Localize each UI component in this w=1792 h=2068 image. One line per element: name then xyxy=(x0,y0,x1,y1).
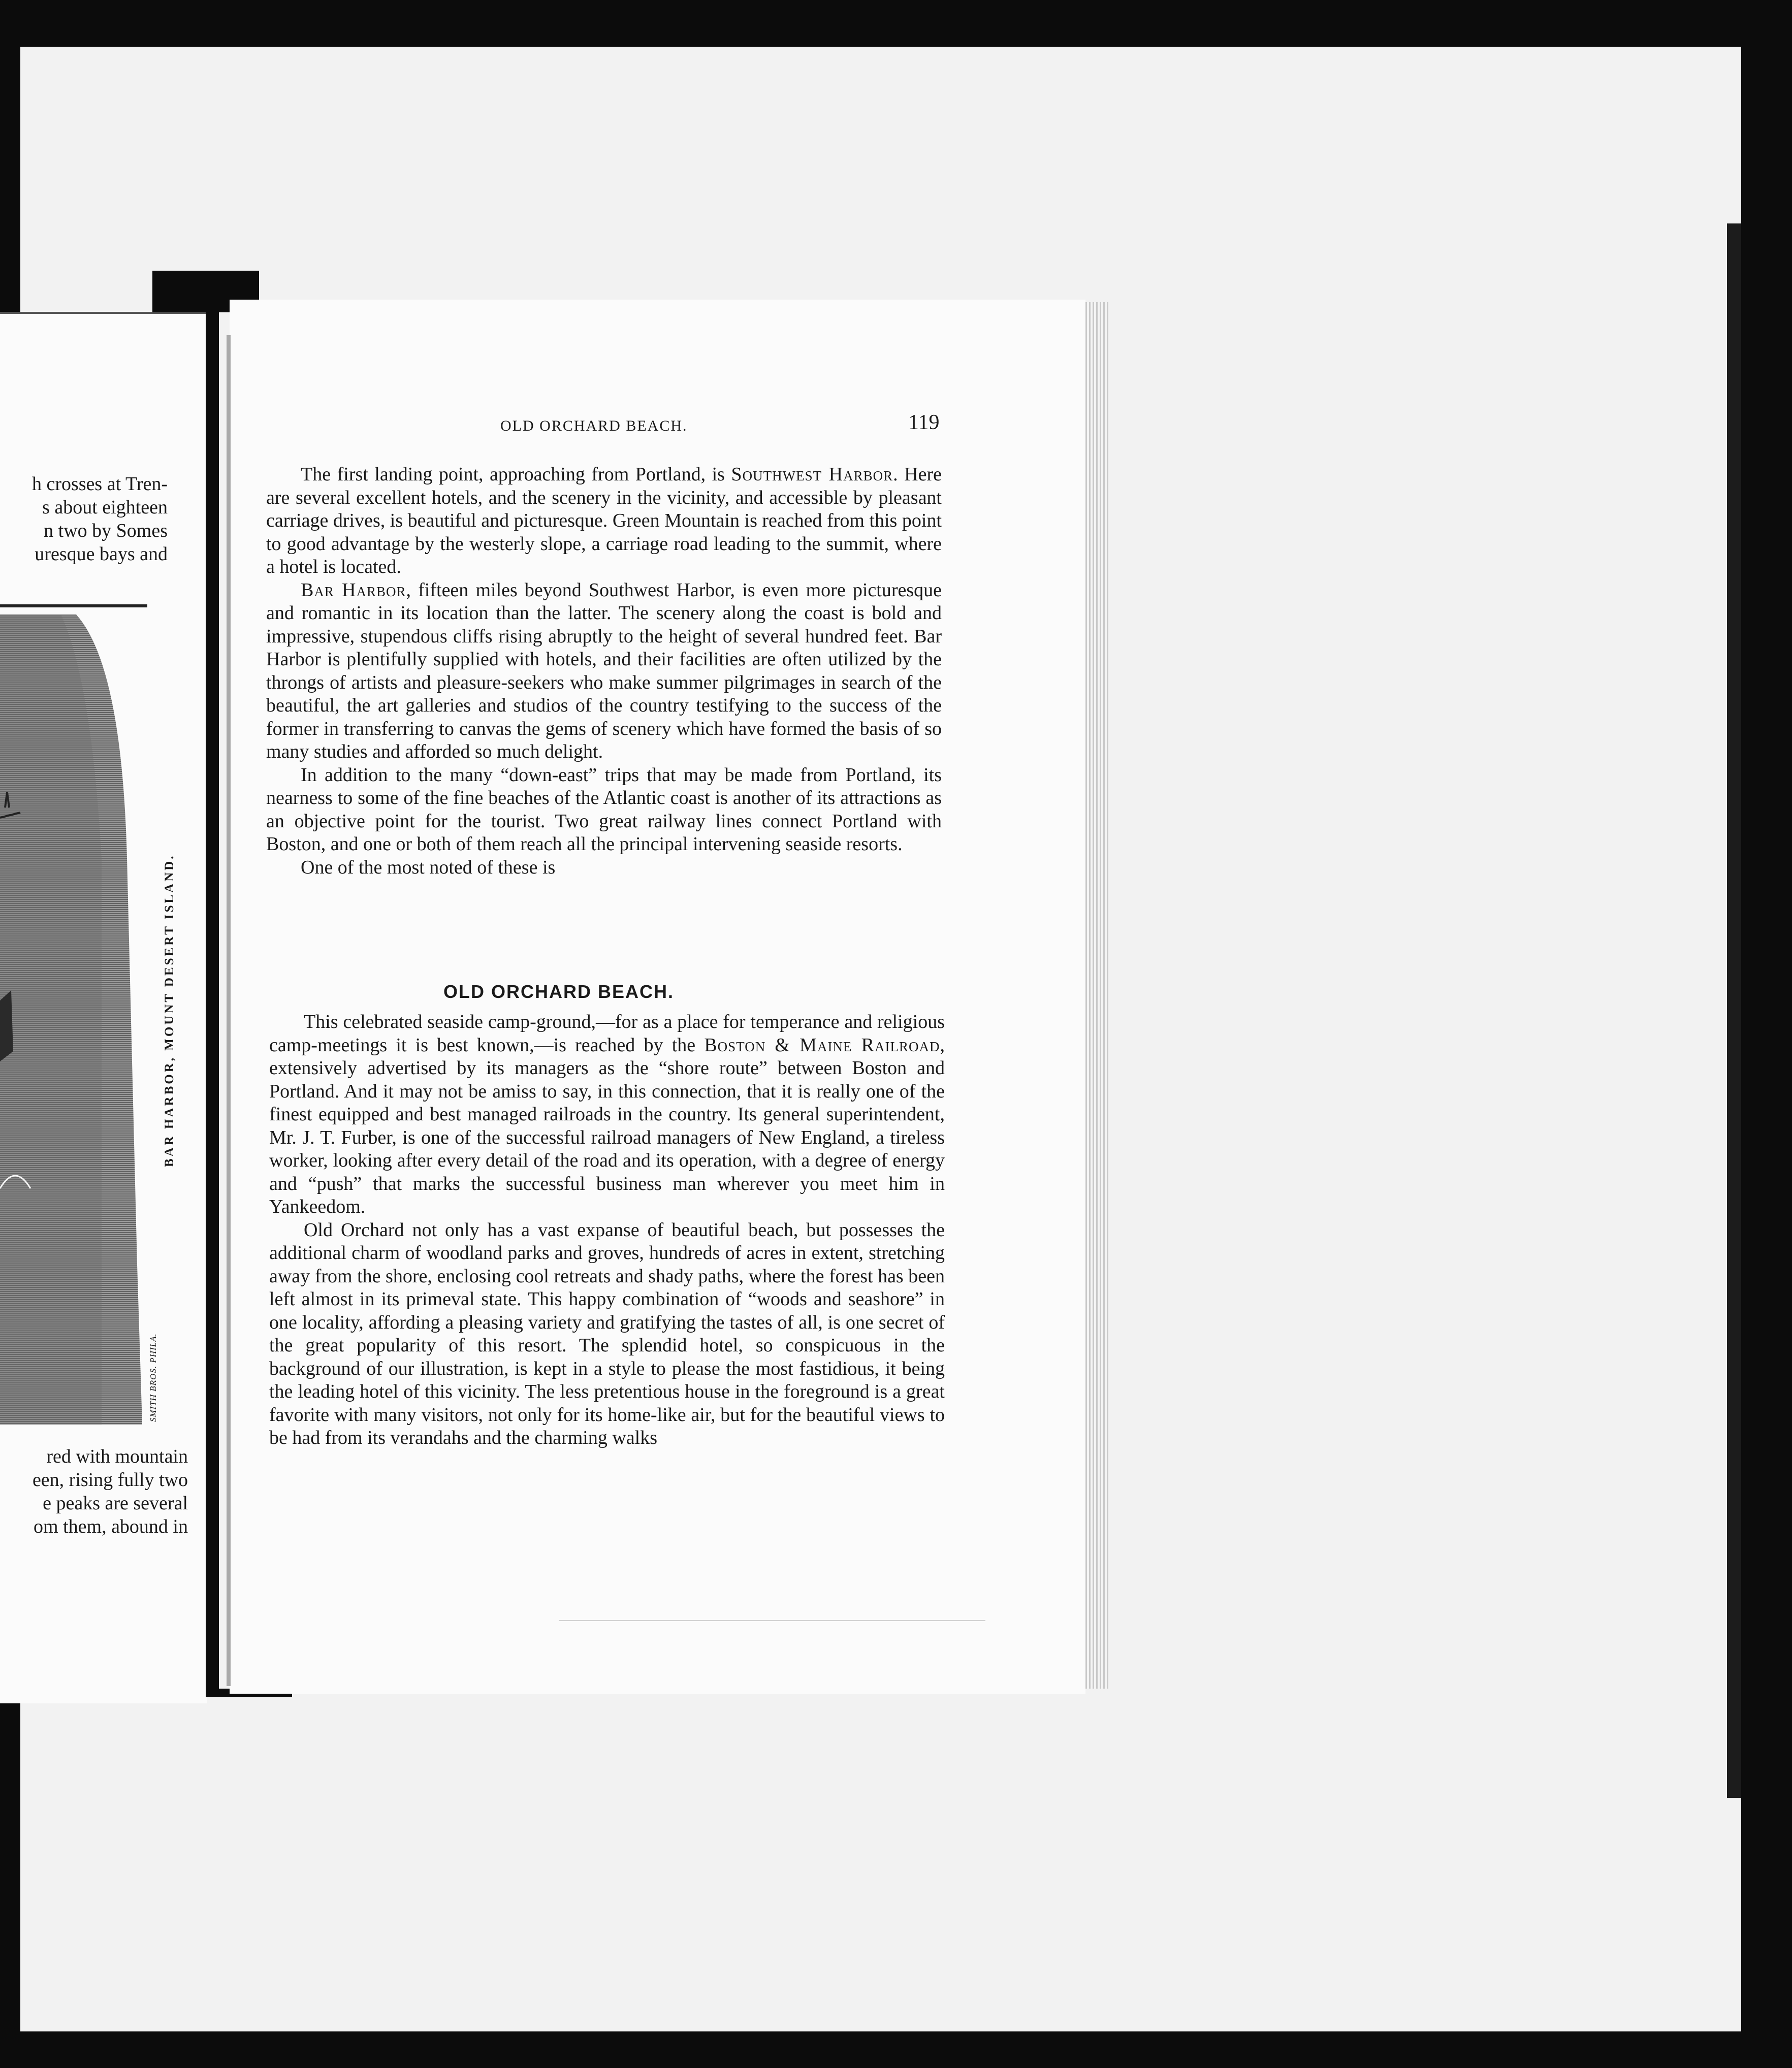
text-line: e peaks are several xyxy=(43,1493,188,1514)
page-number: 119 xyxy=(908,411,940,434)
scan-border-bottom xyxy=(0,2031,1792,2068)
text-line: uresque bays and xyxy=(35,543,168,565)
text-line: red with mountain xyxy=(46,1446,188,1467)
scan-border-right xyxy=(1741,47,1792,2031)
paragraph-old-orchard: Old Orchard not only has a vast expanse of beautiful beach, but possesses the additional charm of woodland parks and groves, hundreds of acres in extent, stretching away from the shore, enclosing cool retreats and shady paths, where the forest has been left almost in its primeval state. This happy combination of “woods and seashore” in one locality, affording a pleasing variety and gratifying the tastes of all, is one secret of the great popularity of this resort. The splendid hotel, so conspicuous in the background of our illustration, is kept in a style to please the most fastidious, it being the leading hotel of this vicinity. The less pretentious house in the foreground is a great favorite with many visitors, not only for its home-like air, but for the beautiful views to be had from its verandahs and the charming walks xyxy=(269,1219,945,1448)
scan-border-top xyxy=(0,0,1792,47)
illustration-caption: BAR HARBOR, MOUNT DESERT ISLAND. xyxy=(163,854,176,1168)
left-page-text-bottom xyxy=(0,1445,188,1538)
book-gutter xyxy=(206,312,219,1694)
railroad-name: Boston & Maine Railroad xyxy=(704,1034,940,1056)
left-page-text-top xyxy=(0,472,168,566)
section-heading: OLD ORCHARD BEACH. xyxy=(443,981,674,1002)
paragraph-bar-harbor: Bar Harbor, fifteen miles beyond Southwest Harbor, is even more picturesque and romantic in its location than the latter. The scenery along the coast is bold and impressive, stupendous cliffs rising abruptly to the height of several hundred feet. Bar Harbor is plentifully supplied with hotels, and their facilities are often utilized by the throngs of artists and pleasure-seekers who make summer pilgrimages in search of the beautiful, the art galleries and studios of the country testifying to the success of the former in transferring to canvas the gems of scenery which have formed the basis of so many studies and afforded so much delight. xyxy=(266,579,942,762)
text-line: een, rising fully two xyxy=(32,1469,188,1491)
paragraph-down-east-trips: In addition to the many “down-east” trips that may be made from Portland, its nearness to some of the fine beaches of the Atlantic coast is another of its attractions as an objective point for the tourist. Two great railway lines connect Portland with Boston, and one or both of them reach all the principal intervening seaside resorts. xyxy=(266,764,942,855)
body-text-lower xyxy=(269,1011,945,1450)
page-edge-stack xyxy=(1082,302,1108,1689)
place-name: Bar Harbor xyxy=(301,579,406,601)
text-line: s about eighteen xyxy=(42,497,168,518)
place-name: Southwest Harbor xyxy=(731,464,893,485)
body-text-upper xyxy=(266,463,942,879)
page-bottom-rule xyxy=(559,1620,985,1621)
page-inner-edge xyxy=(227,335,231,1686)
bar-harbor-engraving xyxy=(0,604,147,1425)
text-line: h crosses at Tren- xyxy=(31,473,168,495)
text-line: om them, abound in xyxy=(34,1516,188,1537)
scan-edge-shadow xyxy=(1727,223,1741,1798)
running-head: OLD ORCHARD BEACH. xyxy=(500,417,688,434)
text-line: n two by Somes xyxy=(44,520,168,541)
paragraph-camp-ground: This celebrated seaside camp-ground,—for as a place for temperance and religious camp-meetings it is best known,—is reached by the Boston & Maine Railroad, extensively advertised by its managers as the “shore route” between Boston and Portland. And it may not be amiss to say, in this connection, that it is really one of the finest equipped and best managed railroads in the country. Its general superintendent, Mr. J. T. Furber, is one of the successful railroad managers of New England, a tireless worker, looking after every detail of the road and its operation, with a degree of energy and “push” that marks the successful business man wherever you meet him in Yankeedom. xyxy=(269,1011,945,1217)
paragraph-most-noted: One of the most noted of these is xyxy=(301,856,556,878)
paragraph-southwest-harbor: The first landing point, approaching from Portland, is Southwest Harbor. Here are several excellent hotels, and the scenery in the vicinity, and accessible by pleasant carriage drives, is beautiful and picturesque. Green Mountain is reached from this point to good advantage by the westerly slope, a carriage road leading to the summit, where a hotel is located. xyxy=(266,464,942,577)
engraver-signature: SMITH BROS. PHILA. xyxy=(148,1333,158,1422)
